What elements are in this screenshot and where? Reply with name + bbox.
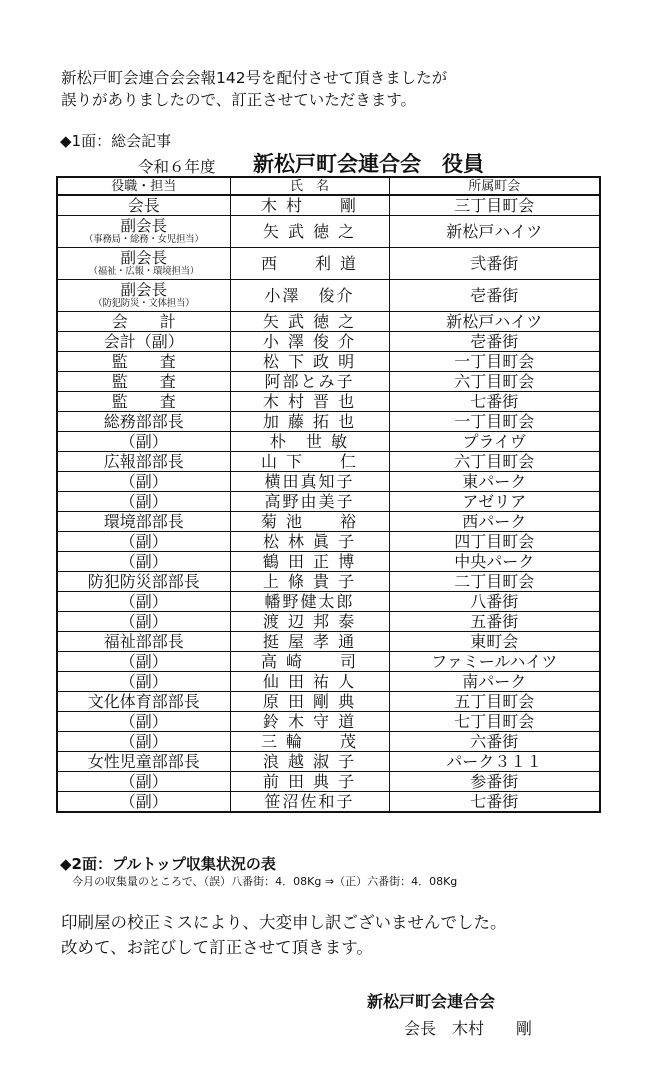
name-cell: 高野由美子 [230, 492, 389, 512]
table-row [57, 280, 600, 312]
town-cell: 七番街 [389, 392, 600, 412]
table-row [57, 632, 600, 652]
name-cell: 矢 武 徳 之 [230, 216, 389, 248]
role-duties: （事務局・総務・女児担当） [83, 233, 204, 245]
role-cell: （副） [57, 712, 230, 732]
name-cell: 小 澤 俊 介 [230, 332, 389, 352]
role-cell: 会 計 [57, 312, 230, 332]
town-cell: 五丁目町会 [389, 692, 600, 712]
intro-line-2: 誤りがありましたので、訂正させていただきます。 [61, 91, 416, 109]
header-name: 氏 名 [230, 177, 389, 195]
section2-heading: ◆2面：プルトップ収集状況の表 [60, 855, 276, 873]
town-cell: 壱番街 [389, 280, 600, 312]
name-cell: 渡 辺 邦 泰 [230, 612, 389, 632]
name-cell: 矢 武 徳 之 [230, 312, 389, 332]
table-row [57, 612, 600, 632]
role-cell [57, 280, 230, 312]
table-header-row [57, 177, 600, 195]
section1-heading: ◆1面：総会記事 [60, 132, 172, 150]
role-cell: （副） [57, 732, 230, 752]
town-cell: 七丁目町会 [389, 712, 600, 732]
role-cell: （副） [57, 532, 230, 552]
fiscal-year-label: 令和６年度 [138, 158, 216, 176]
table-row [57, 732, 600, 752]
role-cell: （副） [57, 592, 230, 612]
table-row [57, 372, 600, 392]
name-cell: 菊 池 裕 [230, 512, 389, 532]
role-duties: （福祉・広報・環境担当） [88, 265, 199, 277]
role-cell: （副） [57, 432, 230, 452]
table-row [57, 692, 600, 712]
role-cell: （副） [57, 612, 230, 632]
town-cell: 四丁目町会 [389, 532, 600, 552]
intro-line-1: 新松戸町会連合会会報142号を配付させて頂きましたが [61, 69, 448, 87]
name-cell: 鶴 田 正 博 [230, 552, 389, 572]
town-cell: ファミールハイツ [389, 652, 600, 672]
town-cell: 八番街 [389, 592, 600, 612]
table-row [57, 312, 600, 332]
role-title: 副会長 [120, 216, 167, 235]
role-cell: （副） [57, 652, 230, 672]
table-row [57, 752, 600, 772]
table-row [57, 332, 600, 352]
table-row [57, 712, 600, 732]
table-row [57, 532, 600, 552]
table-row [57, 592, 600, 612]
role-cell: （副） [57, 552, 230, 572]
table-row [57, 552, 600, 572]
town-cell: 六丁目町会 [389, 372, 600, 392]
town-cell: 五番街 [389, 612, 600, 632]
name-cell: 木 村 剛 [230, 195, 389, 216]
role-cell: 文化体育部部長 [57, 692, 230, 712]
table-body [57, 195, 600, 812]
role-cell: 女性児童部部長 [57, 752, 230, 772]
name-cell: 浪 越 淑 子 [230, 752, 389, 772]
table-row [57, 652, 600, 672]
name-cell: 高 崎 司 [230, 652, 389, 672]
role-cell: 会長 [57, 195, 230, 216]
town-cell: 壱番街 [389, 332, 600, 352]
role-cell: 監 査 [57, 352, 230, 372]
table-row [57, 672, 600, 692]
table-row [57, 248, 600, 280]
table-row [57, 452, 600, 472]
town-cell: 弐番街 [389, 248, 600, 280]
name-cell: 松 下 政 明 [230, 352, 389, 372]
name-cell: 上 條 貴 子 [230, 572, 389, 592]
role-cell: 監 査 [57, 372, 230, 392]
role-cell: 広報部部長 [57, 452, 230, 472]
town-cell: パーク３１１ [389, 752, 600, 772]
name-cell: 鈴 木 守 道 [230, 712, 389, 732]
table-row [57, 472, 600, 492]
role-cell: （副） [57, 792, 230, 813]
name-cell: 木 村 晋 也 [230, 392, 389, 412]
table-row [57, 216, 600, 248]
officers-table [56, 176, 601, 813]
town-cell: 七番街 [389, 792, 600, 813]
role-title: 副会長 [120, 280, 167, 299]
town-cell: プライヴ [389, 432, 600, 452]
town-cell: 一丁目町会 [389, 412, 600, 432]
name-cell: 横田真知子 [230, 472, 389, 492]
role-cell: （副） [57, 472, 230, 492]
table-row [57, 772, 600, 792]
table-row [57, 432, 600, 452]
role-cell: （副） [57, 672, 230, 692]
role-cell: 会計（副） [57, 332, 230, 352]
role-cell: （副） [57, 772, 230, 792]
town-cell: 六番街 [389, 732, 600, 752]
name-cell: 小澤 俊介 [230, 280, 389, 312]
town-cell: 南パーク [389, 672, 600, 692]
role-cell: 防犯防災部部長 [57, 572, 230, 592]
header-role: 役職・担当 [57, 177, 230, 195]
table-row [57, 512, 600, 532]
table-row [57, 572, 600, 592]
apology-line-2: 改めて、お詫びして訂正させて頂きます。 [61, 938, 373, 957]
name-cell: 仙 田 祐 人 [230, 672, 389, 692]
table-row [57, 352, 600, 372]
officers-title: 新松戸町会連合会 役員 [253, 152, 484, 176]
role-cell: 環境部部長 [57, 512, 230, 532]
name-cell: 前 田 典 子 [230, 772, 389, 792]
name-cell: 挺 屋 孝 通 [230, 632, 389, 652]
name-cell: 朴 世 敏 [230, 432, 389, 452]
town-cell: 西パーク [389, 512, 600, 532]
signature-org: 新松戸町会連合会 [367, 992, 496, 1011]
table-row [57, 792, 600, 813]
name-cell: 原 田 剛 典 [230, 692, 389, 712]
intro-text [61, 67, 621, 111]
town-cell: アゼリア [389, 492, 600, 512]
role-cell: 監 査 [57, 392, 230, 412]
section2-correction-note: 今月の収集量のところで、（誤）八番街：4．08Kg ⇒（正）六番街：4．08Kg [72, 875, 458, 888]
table-row [57, 412, 600, 432]
name-cell: 笹沼佐和子 [230, 792, 389, 813]
name-cell: 三 輪 茂 [230, 732, 389, 752]
town-cell: 東パーク [389, 472, 600, 492]
town-cell: 東町会 [389, 632, 600, 652]
apology-line-1: 印刷屋の校正ミスにより、大変申し訳ございませんでした。 [61, 913, 507, 932]
town-cell: 二丁目町会 [389, 572, 600, 592]
name-cell: 西 利 道 [230, 248, 389, 280]
header-town: 所属町会 [389, 177, 600, 195]
table-row [57, 492, 600, 512]
role-cell: （副） [57, 492, 230, 512]
name-cell: 幡野健太郎 [230, 592, 389, 612]
town-cell: 参番街 [389, 772, 600, 792]
town-cell: 新松戸ハイツ [389, 312, 600, 332]
role-duties: （防犯防災・文体担当） [93, 297, 195, 309]
name-cell: 松 林 眞 子 [230, 532, 389, 552]
signature-name: 会長 木村 剛 [404, 1019, 533, 1038]
table-row [57, 195, 600, 216]
town-cell: 一丁目町会 [389, 352, 600, 372]
town-cell: 新松戸ハイツ [389, 216, 600, 248]
town-cell: 六丁目町会 [389, 452, 600, 472]
name-cell: 加 藤 拓 也 [230, 412, 389, 432]
apology-text [61, 910, 507, 960]
role-cell: 総務部部長 [57, 412, 230, 432]
town-cell: 中央パーク [389, 552, 600, 572]
name-cell: 山 下 仁 [230, 452, 389, 472]
name-cell: 阿部とみ子 [230, 372, 389, 392]
town-cell: 三丁目町会 [389, 195, 600, 216]
role-cell [57, 216, 230, 248]
role-title: 副会長 [120, 248, 167, 267]
table-row [57, 392, 600, 412]
role-cell: 福祉部部長 [57, 632, 230, 652]
role-cell [57, 248, 230, 280]
